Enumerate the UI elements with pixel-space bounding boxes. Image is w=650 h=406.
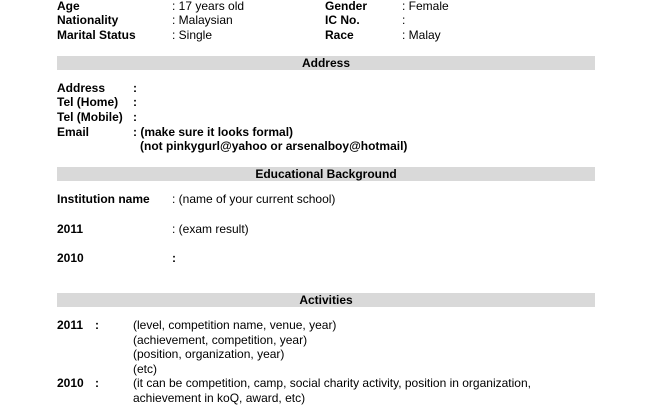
email-label: Email — [57, 125, 90, 139]
education-section-header: Educational Background — [57, 167, 595, 181]
ic-no-label: IC No. — [325, 13, 360, 27]
race-label: Race — [325, 28, 354, 42]
age-value: : 17 years old — [172, 0, 245, 13]
nationality-label: Nationality — [57, 13, 119, 27]
email-value: : (make sure it looks formal) — [133, 125, 294, 139]
gender-label: Gender — [325, 0, 368, 13]
gender-value: : Female — [402, 0, 449, 13]
activities-2011-line: (achievement, competition, year) — [133, 333, 308, 347]
marital-status-value: : Single — [172, 28, 213, 42]
activities-section-header: Activities — [57, 293, 595, 307]
address-label: Address — [57, 81, 106, 95]
activities-2011-line: (level, competition name, venue, year) — [133, 318, 337, 332]
ic-no-value: : — [402, 13, 406, 27]
education-year-2010-value: : — [172, 251, 176, 265]
activities-year-2011-label: 2011 — [57, 318, 84, 332]
activities-2010-line: (it can be competition, camp, social charity activity, position in organization, — [133, 376, 531, 390]
age-label: Age — [57, 0, 80, 13]
activities-2011-line: (position, organization, year) — [133, 347, 285, 361]
activities-year-2011-colon: : — [95, 318, 99, 332]
marital-status-label: Marital Status — [57, 28, 136, 42]
institution-value: : (name of your current school) — [172, 192, 336, 206]
tel-mobile-value: : — [133, 110, 137, 124]
activities-year-2010-label: 2010 — [57, 376, 84, 390]
activities-year-2010-colon: : — [95, 376, 99, 390]
institution-label: Institution name — [57, 192, 150, 206]
activities-2011-line: (etc) — [133, 362, 157, 376]
tel-home-label: Tel (Home) — [57, 95, 119, 109]
email-note: (not pinkygurl@yahoo or arsenalboy@hotmail) — [140, 139, 408, 153]
tel-mobile-label: Tel (Mobile) — [57, 110, 123, 124]
activities-2010-line: achievement in koQ, award, etc) — [133, 391, 306, 405]
address-section-header: Address — [57, 56, 595, 70]
education-year-2010-label: 2010 — [57, 251, 84, 265]
nationality-value: : Malaysian — [172, 13, 233, 27]
education-year-2011-value: : (exam result) — [172, 222, 249, 236]
tel-home-value: : — [133, 95, 137, 109]
education-year-2011-label: 2011 — [57, 222, 84, 236]
address-value: : — [133, 81, 137, 95]
race-value: : Malay — [402, 28, 441, 42]
